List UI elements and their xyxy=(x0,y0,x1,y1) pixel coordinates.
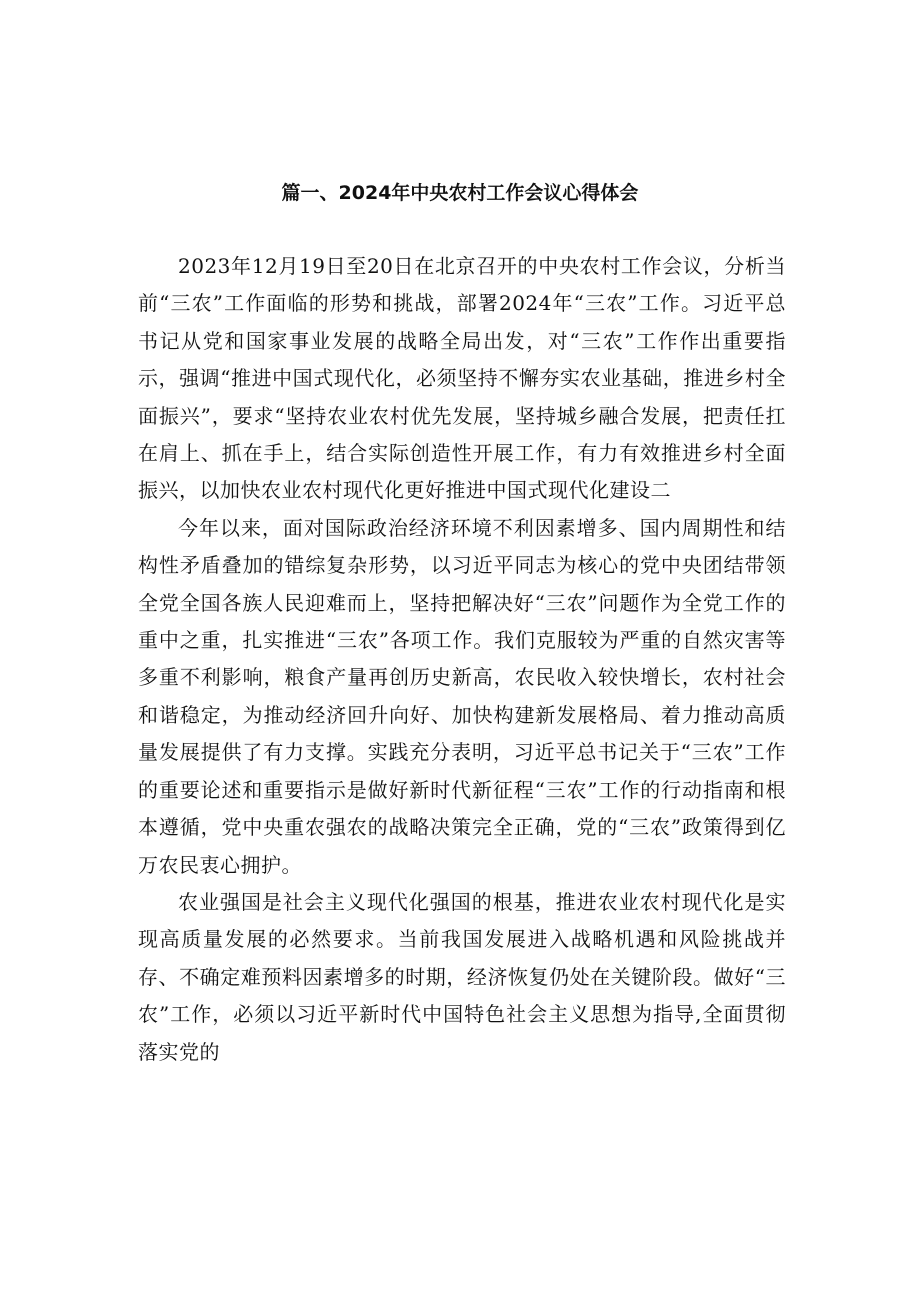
paragraph-3: 农业强国是社会主义现代化强国的根基，推进农业农村现代化是实现高质量发展的必然要求。当前我国发展进入战略机遇和风险挑战并存、不确定难预料因素增多的时期，经济恢复仍处在关键阶段。做好“三农”工作，必须以习近平新时代中国特色社会主义思想为指导,全面贯彻落实党的 xyxy=(138,889,786,1064)
document-title: 篇一、2024年中央农村工作会议心得体会 xyxy=(281,182,639,204)
document-body xyxy=(138,248,786,1071)
paragraph-1: 2023年12月19日至20日在北京召开的中央农村工作会议，分析当前“三农”工作面临的形势和挑战，部署2024年“三农”工作。习近平总书记从党和国家事业发展的战略全局出发，对“三农”工作作出重要指示，强调“推进中国式现代化，必须坚持不懈夯实农业基础，推进乡村全面振兴”，要求“坚持农业农村优先发展，坚持城乡融合发展，把责任扛在肩上、抓在手上，结合实际创造性开展工作，有力有效推进乡村全面振兴，以加快农业农村现代化更好推进中国式现代化建设二 xyxy=(138,254,786,503)
paragraph-2: 今年以来，面对国际政治经济环境不利因素增多、国内周期性和结构性矛盾叠加的错综复杂形势，以习近平同志为核心的党中央团结带领全党全国各族人民迎难而上，坚持把解决好“三农”问题作为全党工作的重中之重，扎实推进“三农”各项工作。我们克服较为严重的自然灾害等多重不利影响，粮食产量再创历史新高，农民收入较快增长，农村社会和谐稳定，为推动经济回升向好、加快构建新发展格局、着力推动高质量发展提供了有力支撑。实践充分表明，习近平总书记关于“三农”工作的重要论述和重要指示是做好新时代新征程“三农”工作的行动指南和根本遵循，党中央重农强农的战略决策完全正确，党的“三农”政策得到亿万农民衷心拥护。 xyxy=(138,515,786,877)
